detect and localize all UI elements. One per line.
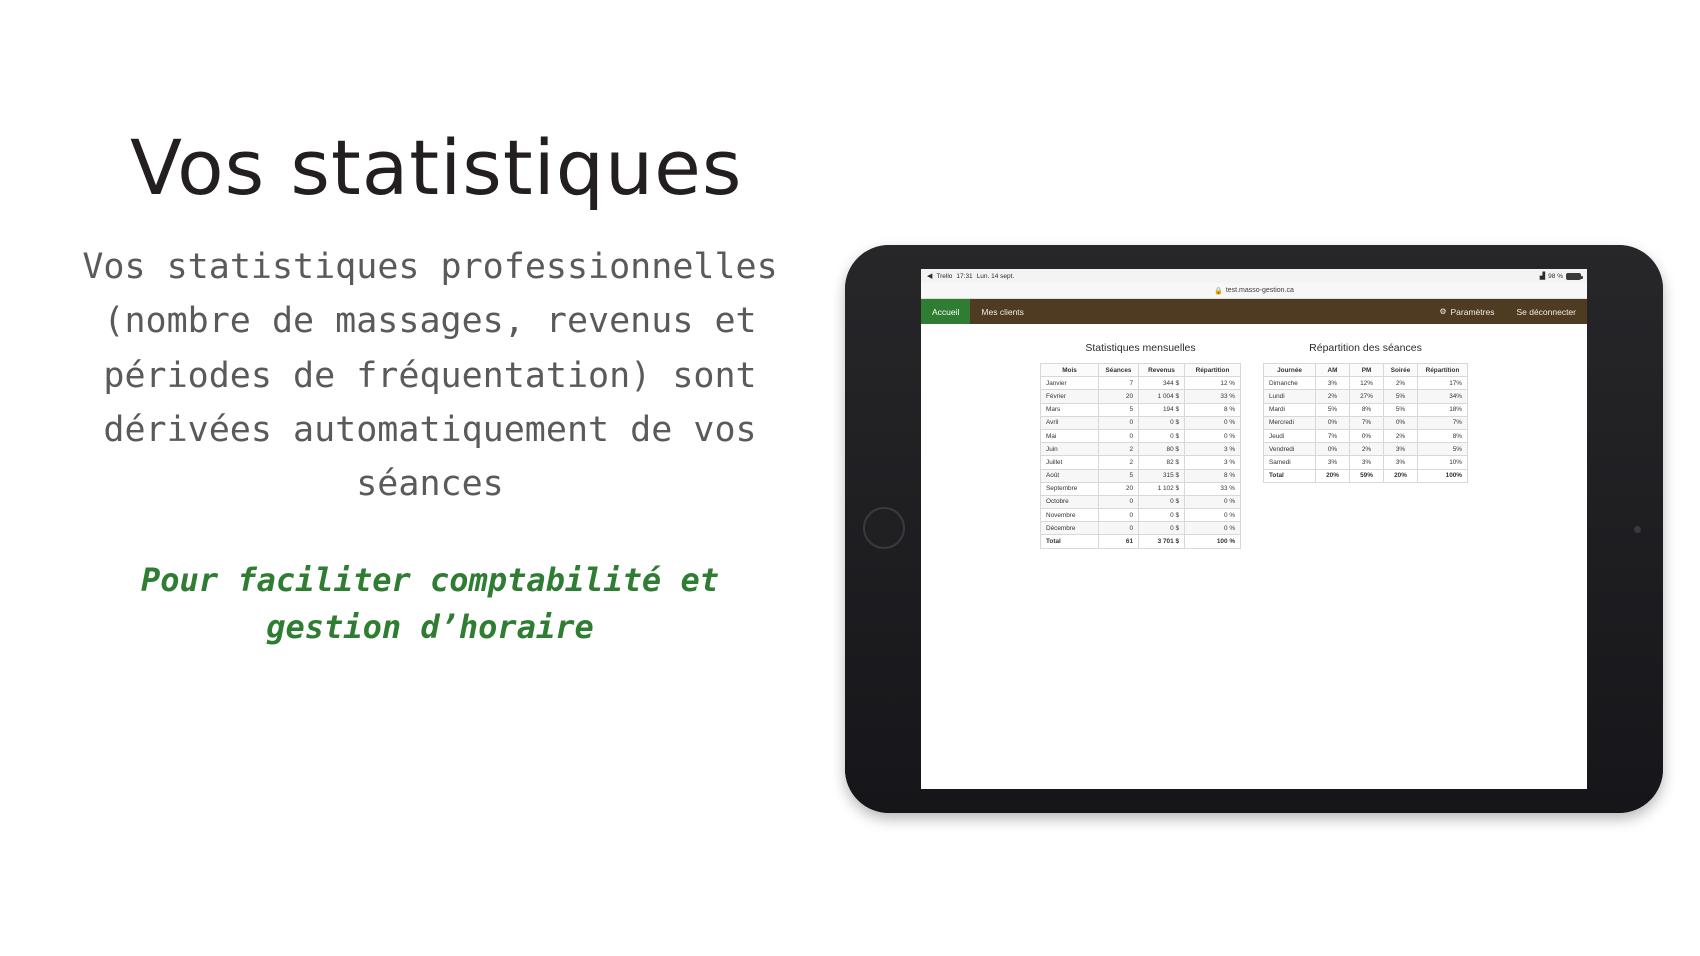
- cell-seances: 7: [1099, 377, 1139, 390]
- col-am: AM: [1316, 364, 1350, 377]
- status-back-app-label[interactable]: Trello: [936, 272, 953, 280]
- cell-am: 5%: [1316, 403, 1350, 416]
- cell-pm: 12%: [1350, 377, 1384, 390]
- cell-repartition: 0 %: [1185, 429, 1241, 442]
- table-total-row: [1264, 469, 1468, 482]
- cell-pm: 0%: [1350, 429, 1384, 442]
- cell-journee: Mardi: [1264, 403, 1316, 416]
- distribution-table: [1263, 363, 1468, 483]
- cell-repartition: 10%: [1418, 456, 1468, 469]
- table-row: [1041, 456, 1241, 469]
- table-row: [1264, 390, 1468, 403]
- cell-total-seances: 61: [1099, 535, 1139, 548]
- cell-am: 0%: [1316, 416, 1350, 429]
- cell-mois: Septembre: [1041, 482, 1099, 495]
- cell-repartition: 17%: [1418, 377, 1468, 390]
- cell-repartition: 3 %: [1185, 443, 1241, 456]
- monthly-stats-panel: [1040, 342, 1241, 789]
- col-seances: Séances: [1099, 364, 1139, 377]
- cell-journee: Vendredi: [1264, 443, 1316, 456]
- slide-body-text: Vos statistiques professionnelles (nombre de massages, revenus et périodes de fréquentation) sont dérivées automatiquement de vos séances: [82, 247, 778, 504]
- cell-journee: Lundi: [1264, 390, 1316, 403]
- cell-revenus: 1 102 $: [1139, 482, 1185, 495]
- cell-journee: Mercredi: [1264, 416, 1316, 429]
- cell-seances: 5: [1099, 403, 1139, 416]
- cell-seances: 20: [1099, 482, 1139, 495]
- cell-mois: Juillet: [1041, 456, 1099, 469]
- cell-am: 7%: [1316, 429, 1350, 442]
- table-row: [1264, 416, 1468, 429]
- cell-journee: Dimanche: [1264, 377, 1316, 390]
- table-row: [1264, 403, 1468, 416]
- cell-mois: Août: [1041, 469, 1099, 482]
- table-row: [1041, 377, 1241, 390]
- cell-seances: 0: [1099, 495, 1139, 508]
- cell-mois: Juin: [1041, 443, 1099, 456]
- cell-seances: 0: [1099, 509, 1139, 522]
- col-mois: Mois: [1041, 364, 1099, 377]
- page-title: Vos statistiques: [130, 123, 743, 212]
- table-row: [1041, 469, 1241, 482]
- status-battery-label: 98 %: [1548, 272, 1563, 280]
- cell-soiree: 2%: [1384, 377, 1418, 390]
- cell-revenus: 194 $: [1139, 403, 1185, 416]
- cell-mois: Mars: [1041, 403, 1099, 416]
- cell-total-am: 20%: [1316, 469, 1350, 482]
- cell-mois: Avril: [1041, 416, 1099, 429]
- table-row: [1041, 429, 1241, 442]
- cell-am: 3%: [1316, 456, 1350, 469]
- table-row: [1041, 416, 1241, 429]
- table-row: [1041, 522, 1241, 535]
- table-row: [1041, 509, 1241, 522]
- nav-item-se-deconnecter[interactable]: [1505, 299, 1587, 324]
- cell-pm: 3%: [1350, 456, 1384, 469]
- nav-item-mes-clients-label: Mes clients: [981, 306, 1024, 317]
- cell-revenus: 0 $: [1139, 429, 1185, 442]
- col-revenus: Revenus: [1139, 364, 1185, 377]
- cell-mois: Février: [1041, 390, 1099, 403]
- cell-revenus: 0 $: [1139, 495, 1185, 508]
- slide-text-column: [60, 123, 800, 650]
- nav-item-parametres[interactable]: [1428, 299, 1505, 324]
- back-arrow-icon[interactable]: ◀: [927, 273, 933, 280]
- status-date: Lun. 14 sept.: [976, 272, 1015, 280]
- nav-item-accueil-label: Accueil: [932, 306, 960, 317]
- table-row: [1264, 456, 1468, 469]
- table-row: [1264, 443, 1468, 456]
- cell-mois: Janvier: [1041, 377, 1099, 390]
- cell-revenus: 0 $: [1139, 509, 1185, 522]
- cell-revenus: 82 $: [1139, 456, 1185, 469]
- cell-journee: Jeudi: [1264, 429, 1316, 442]
- front-camera-icon: [1634, 526, 1641, 533]
- ios-status-bar: [921, 269, 1587, 283]
- table-row: [1041, 403, 1241, 416]
- cell-soiree: 3%: [1384, 443, 1418, 456]
- cell-repartition: 34%: [1418, 390, 1468, 403]
- cell-repartition: 18%: [1418, 403, 1468, 416]
- browser-url-bar[interactable]: [921, 283, 1587, 299]
- url-text[interactable]: test.masso-gestion.ca: [1225, 287, 1294, 294]
- cell-repartition: 5%: [1418, 443, 1468, 456]
- cell-repartition: 0 %: [1185, 522, 1241, 535]
- distribution-title: Répartition des séances: [1309, 342, 1422, 354]
- cell-seances: 2: [1099, 443, 1139, 456]
- col-repartition: Répartition: [1185, 364, 1241, 377]
- cell-repartition: 33 %: [1185, 390, 1241, 403]
- nav-item-mes-clients[interactable]: [970, 299, 1035, 324]
- cell-soiree: 2%: [1384, 429, 1418, 442]
- col-soiree: Soirée: [1384, 364, 1418, 377]
- cell-total-label: Total: [1264, 469, 1316, 482]
- cell-repartition: 0 %: [1185, 509, 1241, 522]
- nav-item-accueil[interactable]: [921, 299, 970, 324]
- cell-revenus: 0 $: [1139, 416, 1185, 429]
- monthly-stats-title: Statistiques mensuelles: [1085, 342, 1196, 354]
- wifi-icon: ▟: [1539, 273, 1546, 280]
- navbar-right-group: [1428, 299, 1587, 324]
- cell-revenus: 315 $: [1139, 469, 1185, 482]
- cell-mois: Octobre: [1041, 495, 1099, 508]
- table-row: [1264, 429, 1468, 442]
- col-journee: Journée: [1264, 364, 1316, 377]
- cell-total-soiree: 20%: [1384, 469, 1418, 482]
- tablet-device-frame: [845, 245, 1663, 813]
- cell-repartition: 7%: [1418, 416, 1468, 429]
- cell-seances: 0: [1099, 429, 1139, 442]
- cell-repartition: 0 %: [1185, 416, 1241, 429]
- table-total-row: [1041, 535, 1241, 548]
- cell-repartition: 0 %: [1185, 495, 1241, 508]
- cell-total-repartition: 100 %: [1185, 535, 1241, 548]
- cell-total-revenus: 3 701 $: [1139, 535, 1185, 548]
- cell-repartition: 8 %: [1185, 403, 1241, 416]
- table-row: [1264, 377, 1468, 390]
- table-row: [1041, 443, 1241, 456]
- cell-am: 0%: [1316, 443, 1350, 456]
- cell-am: 2%: [1316, 390, 1350, 403]
- cell-total-pm: 59%: [1350, 469, 1384, 482]
- cell-revenus: 344 $: [1139, 377, 1185, 390]
- cell-am: 3%: [1316, 377, 1350, 390]
- cell-journee: Samedi: [1264, 456, 1316, 469]
- cell-repartition: 12 %: [1185, 377, 1241, 390]
- cell-repartition: 8 %: [1185, 469, 1241, 482]
- cell-repartition: 8%: [1418, 429, 1468, 442]
- cell-soiree: 5%: [1384, 390, 1418, 403]
- cell-seances: 20: [1099, 390, 1139, 403]
- table-row: [1041, 390, 1241, 403]
- slide-tagline: Pour faciliter comptabilité et gestion d’horaire: [141, 561, 719, 646]
- nav-item-se-deconnecter-label: Se déconnecter: [1516, 306, 1576, 317]
- cell-mois: Novembre: [1041, 509, 1099, 522]
- cell-seances: 2: [1099, 456, 1139, 469]
- table-row: [1041, 495, 1241, 508]
- table-header-row: [1041, 364, 1241, 377]
- cell-mois: Décembre: [1041, 522, 1099, 535]
- gear-icon: ⚙: [1439, 307, 1447, 316]
- lock-icon: 🔒: [1214, 287, 1223, 295]
- cell-total-label: Total: [1041, 535, 1099, 548]
- stats-page: [921, 324, 1587, 789]
- cell-repartition: 33 %: [1185, 482, 1241, 495]
- cell-repartition: 3 %: [1185, 456, 1241, 469]
- cell-pm: 27%: [1350, 390, 1384, 403]
- cell-seances: 5: [1099, 469, 1139, 482]
- battery-icon: [1566, 273, 1581, 280]
- cell-soiree: 3%: [1384, 456, 1418, 469]
- app-navbar: [921, 299, 1587, 324]
- monthly-stats-table: [1040, 363, 1241, 549]
- cell-revenus: 1 004 $: [1139, 390, 1185, 403]
- cell-soiree: 5%: [1384, 403, 1418, 416]
- home-button[interactable]: [863, 507, 905, 549]
- table-header-row: [1264, 364, 1468, 377]
- cell-soiree: 0%: [1384, 416, 1418, 429]
- col-repartition: Répartition: [1418, 364, 1468, 377]
- status-time: 17:31: [956, 272, 973, 280]
- cell-seances: 0: [1099, 416, 1139, 429]
- cell-revenus: 80 $: [1139, 443, 1185, 456]
- cell-total-repartition: 100%: [1418, 469, 1468, 482]
- col-pm: PM: [1350, 364, 1384, 377]
- cell-pm: 2%: [1350, 443, 1384, 456]
- cell-mois: Mai: [1041, 429, 1099, 442]
- cell-seances: 0: [1099, 522, 1139, 535]
- cell-pm: 7%: [1350, 416, 1384, 429]
- distribution-panel: [1263, 342, 1468, 789]
- nav-item-parametres-label: Paramètres: [1450, 306, 1495, 317]
- tablet-screen: [921, 269, 1587, 789]
- table-row: [1041, 482, 1241, 495]
- cell-revenus: 0 $: [1139, 522, 1185, 535]
- cell-pm: 8%: [1350, 403, 1384, 416]
